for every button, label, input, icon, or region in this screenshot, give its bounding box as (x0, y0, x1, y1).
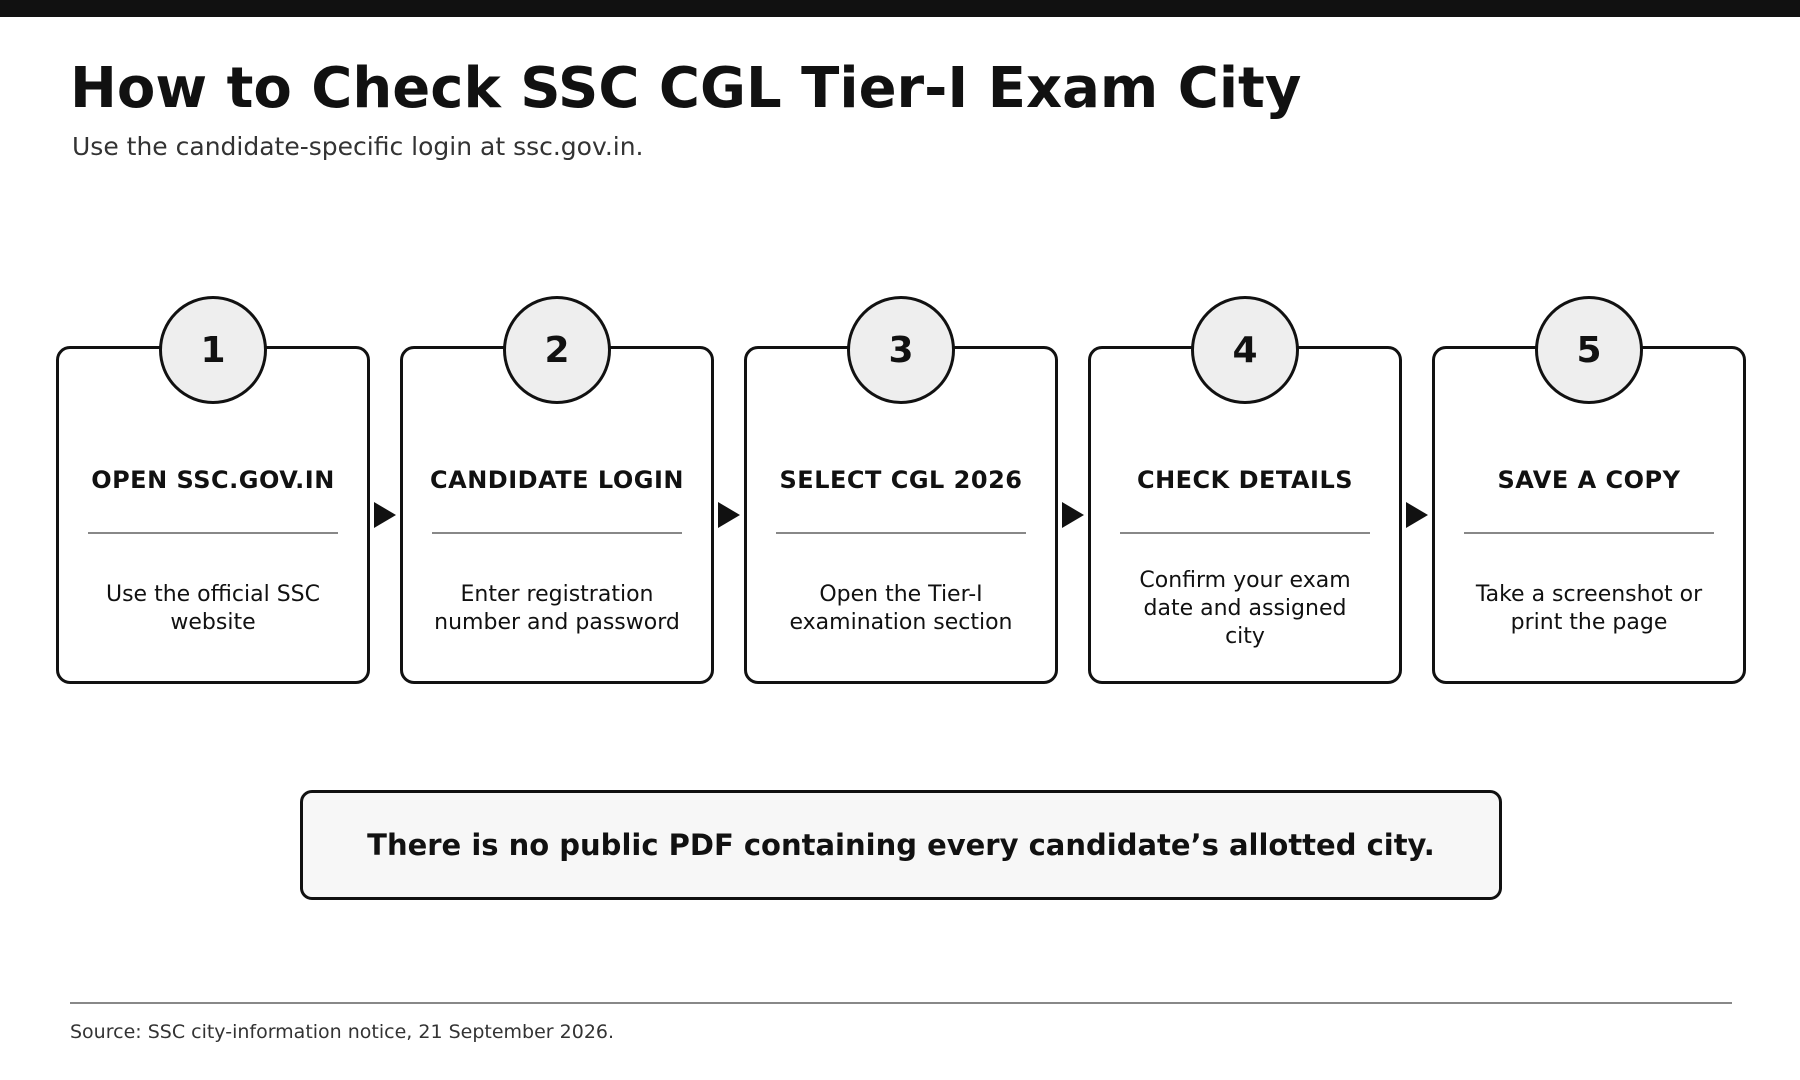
step-description: Enter registration number and password (434, 582, 680, 635)
step-divider (88, 532, 338, 534)
arrow-right-icon (1406, 502, 1428, 528)
arrow-right-icon (1062, 502, 1084, 528)
step-divider (776, 532, 1026, 534)
step-title: CHECK DETAILS (1136, 466, 1354, 494)
step-number-badge-3: 3 (847, 296, 955, 404)
step-title: OPEN SSC.GOV.IN (91, 466, 335, 494)
page-subtitle: Use the candidate-specific login at ssc.gov.in. (72, 132, 644, 161)
source-note: Source: SSC city-information notice, 21 September 2026. (70, 1021, 615, 1043)
step-number-badge-4: 4 (1191, 296, 1299, 404)
step-number-badge-5: 5 (1535, 296, 1643, 404)
arrow-right-icon (374, 502, 396, 528)
step-title: SELECT CGL 2026 (779, 466, 1023, 494)
step-description: Take a screenshot or print the page (1475, 582, 1703, 635)
footer-divider (70, 1002, 1732, 1004)
step-divider (1120, 532, 1370, 534)
note-box (300, 790, 1502, 900)
page-title: How to Check SSC CGL Tier-I Exam City (70, 56, 1302, 121)
step-description: Open the Tier-I examination section (789, 582, 1013, 635)
step-number-badge-1: 1 (159, 296, 267, 404)
step-description: Confirm your exam date and assigned city (1139, 568, 1351, 649)
step-divider (432, 532, 682, 534)
top-bar (0, 0, 1800, 17)
step-title: CANDIDATE LOGIN (430, 466, 684, 494)
step-description: Use the official SSC website (105, 582, 320, 635)
step-number-badge-2: 2 (503, 296, 611, 404)
note-text: There is no public PDF containing every candidate’s allotted city. (367, 828, 1435, 862)
step-divider (1464, 532, 1714, 534)
step-title: SAVE A COPY (1497, 466, 1681, 494)
arrow-right-icon (718, 502, 740, 528)
